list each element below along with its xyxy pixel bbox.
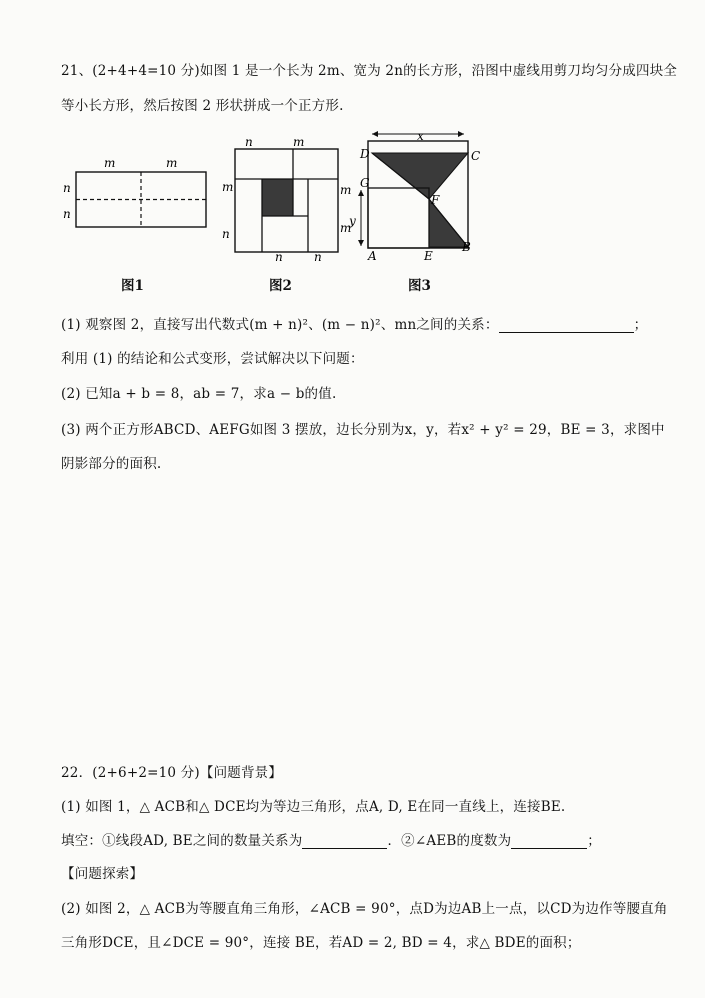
q22-fill-blank-1[interactable] xyxy=(302,834,387,849)
fig2-label: m xyxy=(293,135,305,149)
q21-header-cont: 等小长方形，然后按图 2 形状拼成一个正方形. xyxy=(61,98,344,114)
fig2-caption: 图2 xyxy=(269,278,292,294)
q22-fill xyxy=(61,829,601,849)
fig1-label-n2: n xyxy=(63,207,71,221)
q22-fill-prefix: 填空：①线段AD, BE之间的数量关系为 xyxy=(61,833,303,849)
q21-header: 21、(2+4+4=10 分)如图 1 是一个长为 2m、宽为 2n的长方形，沿图中虚线用剪刀均匀分成四块全 xyxy=(61,63,678,79)
fig2-inner-shaded-square xyxy=(262,179,293,216)
fig1-caption: 图1 xyxy=(121,278,144,294)
fig2-label: n xyxy=(222,227,230,241)
q21-part1-end: ； xyxy=(633,317,648,333)
q21-part1 xyxy=(61,313,647,333)
fig3-label-y: y xyxy=(349,214,356,228)
fig2-label: m xyxy=(340,221,352,235)
q21-part2: (2) 已知a + b = 8，ab = 7，求a − b的值. xyxy=(61,386,337,402)
fig2-label: n xyxy=(245,135,253,149)
fig3-label-e: E xyxy=(424,249,433,263)
q22-part2-cont: 三角形DCE，且∠DCE = 90°，连接 BE，若AD = 2, BD = 4，求△ BDE的面积； xyxy=(61,935,581,951)
fig2-label: n xyxy=(314,250,322,264)
q22-part1: (1) 如图 1，△ ACB和△ DCE均为等边三角形，点A, D, E在同一直线上，连接BE. xyxy=(61,799,566,815)
q22-header: 22．(2+6+2=10 分)【问题背景】 xyxy=(61,765,283,781)
fig3-y-arrow-bottom xyxy=(358,240,364,246)
q21-instruction: 利用 (1) 的结论和公式变形，尝试解决以下问题： xyxy=(61,351,364,367)
fig3-label-a: A xyxy=(368,249,377,263)
fig3-label-b: B xyxy=(462,240,471,254)
fig3-square-aefg xyxy=(368,188,429,248)
figure-1 xyxy=(56,150,216,240)
figure-2 xyxy=(216,134,352,264)
fig3-x-arrow-right xyxy=(458,131,464,137)
fig3-x-arrow-left xyxy=(372,131,378,137)
fig3-y-arrow-top xyxy=(358,190,364,196)
q22-explore-heading: 【问题探索】 xyxy=(61,866,144,882)
fig1-label-m2: m xyxy=(166,156,178,170)
fig3-label-x: x xyxy=(417,129,424,143)
q22-fill-mid: ．②∠AEB的度数为 xyxy=(387,833,512,849)
fig3-label-g: G xyxy=(360,176,370,190)
fig3-caption: 图3 xyxy=(408,278,431,294)
fig3-label-c: C xyxy=(471,149,481,163)
q22-fill-blank-2[interactable] xyxy=(511,834,587,849)
fig2-label: m xyxy=(222,180,234,194)
q22-fill-end: ； xyxy=(587,833,601,849)
fig2-label: m xyxy=(340,183,352,197)
fig3-label-f: F xyxy=(431,193,440,207)
fig3-label-d: D xyxy=(360,147,370,161)
fig1-label-m1: m xyxy=(104,156,116,170)
q21-part1-text: (1) 观察图 2，直接写出代数式(m + n)²、(m − n)²、mn之间的关系： xyxy=(61,317,499,333)
q22-part2: (2) 如图 2，△ ACB为等腰直角三角形，∠ACB = 90°，点D为边AB上一点，以CD为边作等腰直角 xyxy=(61,901,668,917)
figure-3 xyxy=(340,126,490,266)
fig1-label-n1: n xyxy=(63,181,71,195)
q21-part3-cont: 阴影部分的面积. xyxy=(61,456,162,472)
q21-part3: (3) 两个正方形ABCD、AEFG如图 3 摆放，边长分别为x，y，若x² + y² = 29，BE = 3，求图中 xyxy=(61,422,665,438)
q21-part1-answer-blank[interactable] xyxy=(499,318,634,333)
fig2-label: n xyxy=(275,250,283,264)
